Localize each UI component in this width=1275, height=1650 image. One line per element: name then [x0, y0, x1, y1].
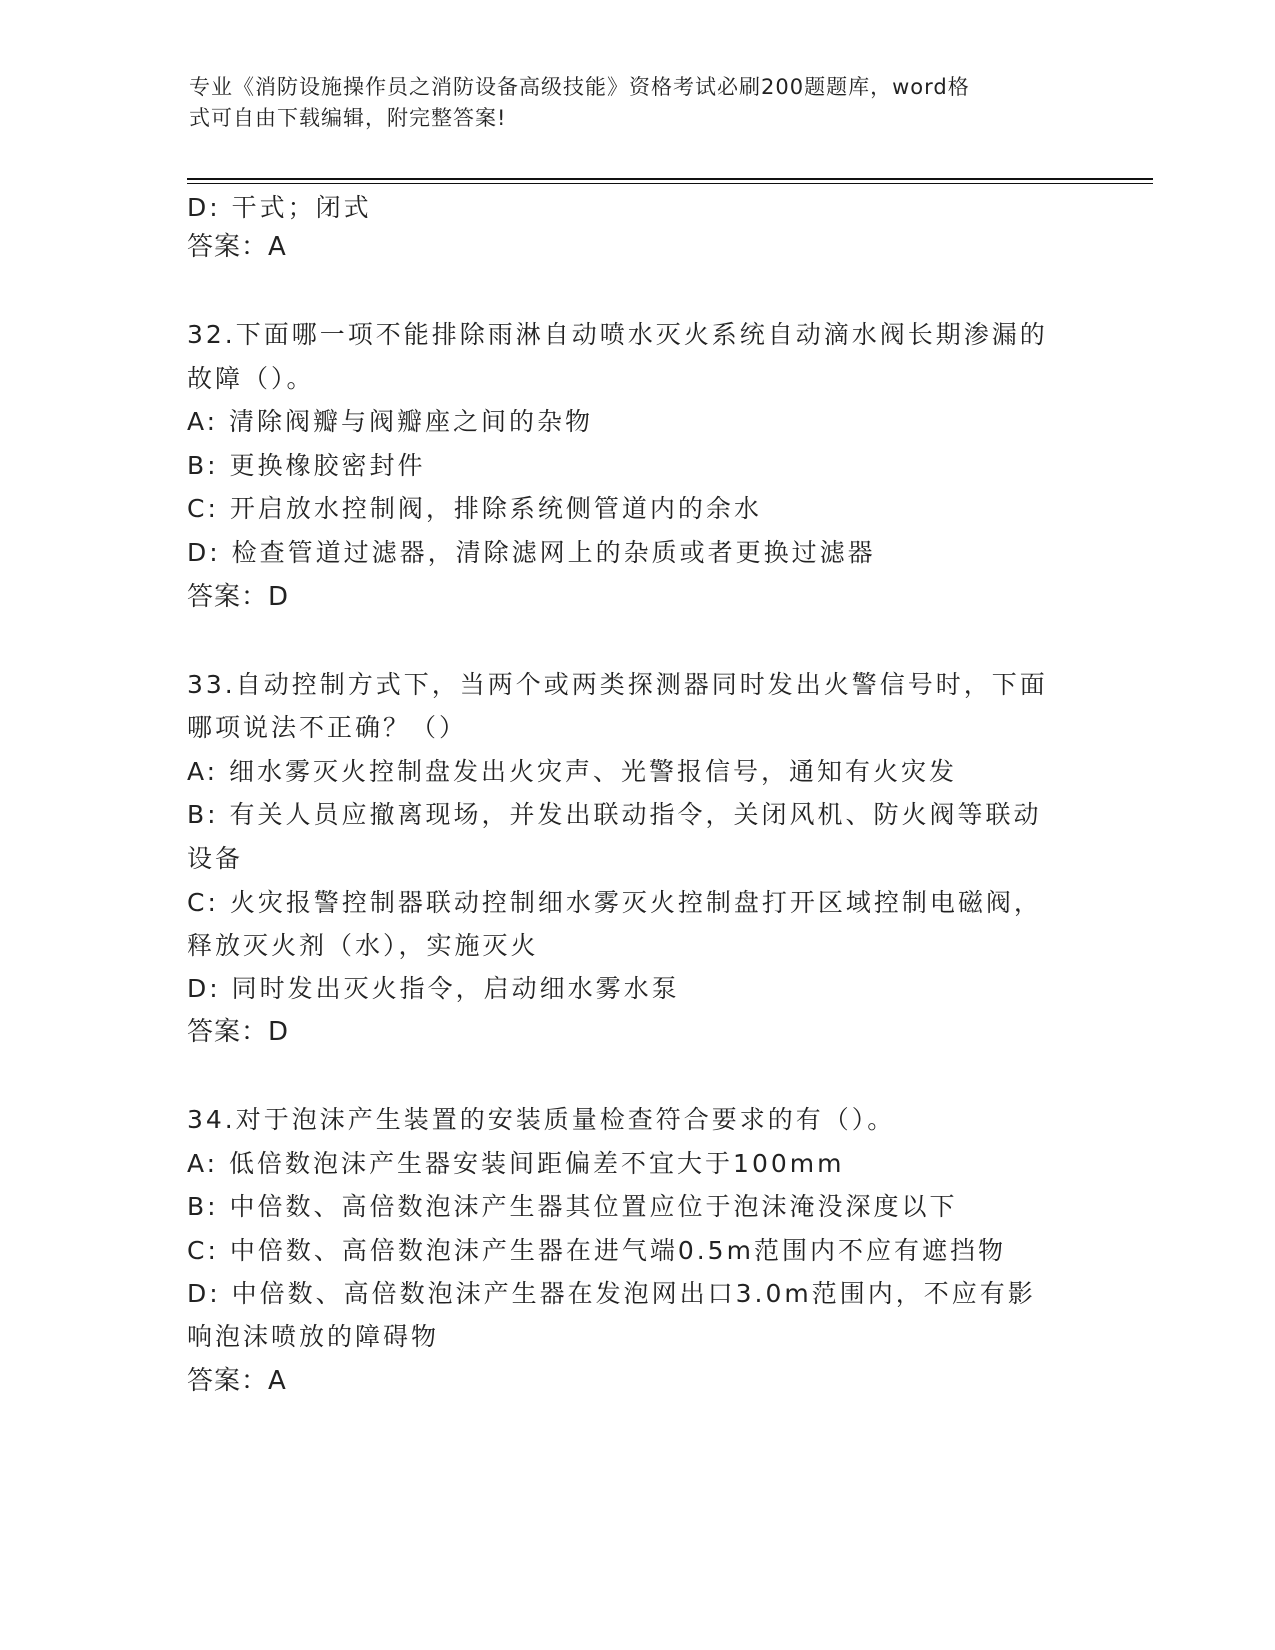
q33-option-c-line-1: C: 火灾报警控制器联动控制细水雾灭火控制盘打开区域控制电磁阀， — [187, 888, 1042, 917]
q32-option-b: B: 更换橡胶密封件 — [187, 451, 426, 480]
q33-stem-line-1: 33.自动控制方式下，当两个或两类探测器同时发出火警信号时，下面 — [187, 670, 1048, 699]
q33-option-b-line-1: B: 有关人员应撤离现场，并发出联动指令，关闭风机、防火阀等联动 — [187, 800, 1042, 829]
header-divider-thin — [187, 183, 1153, 184]
q32-stem-line-1: 32.下面哪一项不能排除雨淋自动喷水灭火系统自动滴水阀长期渗漏的 — [187, 320, 1048, 349]
q34-option-d-line-1: D: 中倍数、高倍数泡沫产生器在发泡网出口3.0m范围内，不应有影 — [187, 1279, 1036, 1308]
header-line-2: 式可自由下载编辑，附完整答案! — [189, 106, 507, 130]
q33-option-c-line-2: 释放灭火剂（水），实施灭火 — [187, 931, 539, 960]
q33-option-a: A: 细水雾灭火控制盘发出火灾声、光警报信号，通知有火灾发 — [187, 757, 958, 786]
q32-option-a: A: 清除阀瓣与阀瓣座之间的杂物 — [187, 407, 594, 436]
q34-stem-line-1: 34.对于泡沫产生装置的安装质量检查符合要求的有（）。 — [187, 1105, 896, 1134]
header-divider-thick — [187, 178, 1153, 180]
q33-answer: 答案：D — [187, 1017, 290, 1047]
q32-answer: 答案：D — [187, 582, 290, 612]
q32-stem-line-2: 故障（）。 — [187, 364, 315, 393]
q33-option-d: D: 同时发出灭火指令，启动细水雾水泵 — [187, 974, 680, 1003]
q33-stem-line-2: 哪项说法不正确？（） — [187, 713, 468, 742]
q33-option-b-line-2: 设备 — [187, 844, 244, 873]
q34-option-c: C: 中倍数、高倍数泡沫产生器在进气端0.5m范围内不应有遮挡物 — [187, 1236, 1006, 1265]
document-header — [189, 72, 1069, 134]
q32-option-c: C: 开启放水控制阀，排除系统侧管道内的余水 — [187, 494, 762, 523]
q34-answer: 答案：A — [187, 1366, 287, 1396]
q31-option-d: D: 干式；闭式 — [187, 193, 372, 222]
q34-option-d-line-2: 响泡沫喷放的障碍物 — [187, 1322, 440, 1351]
q34-option-a: A: 低倍数泡沫产生器安装间距偏差不宜大于100mm — [187, 1149, 845, 1178]
q32-option-d: D: 检查管道过滤器，清除滤网上的杂质或者更换过滤器 — [187, 538, 876, 567]
q31-answer: 答案：A — [187, 232, 287, 262]
header-line-1: 专业《消防设施操作员之消防设备高级技能》资格考试必刷200题题库，word格 — [189, 75, 970, 99]
q34-option-b: B: 中倍数、高倍数泡沫产生器其位置应位于泡沫淹没深度以下 — [187, 1192, 958, 1221]
